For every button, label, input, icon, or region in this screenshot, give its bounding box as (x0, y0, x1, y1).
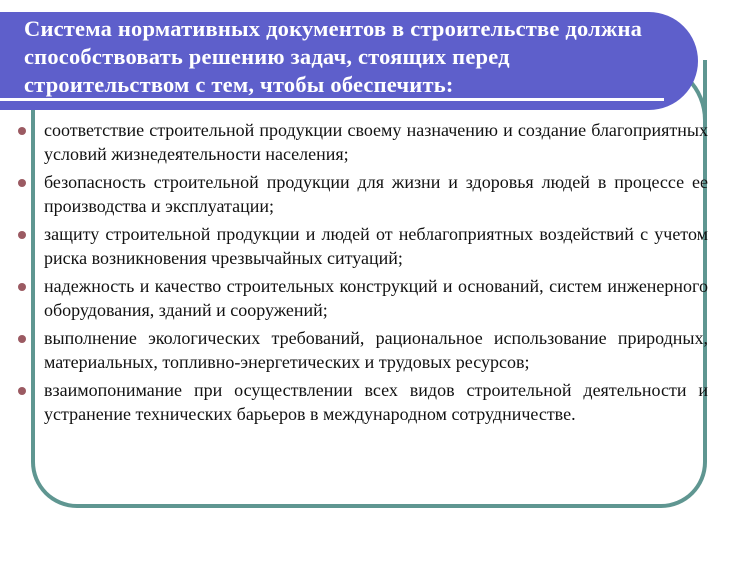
list-item-text: защиту строительной продукции и людей от неблагоприятных воздействий с учетом риска возникновения чрезвычайных ситуаций; (44, 224, 708, 268)
list-item (14, 274, 706, 322)
list-item-text: соответствие строительной продукции своему назначению и создание благоприятных условий жизнедеятельности населения; (44, 120, 708, 164)
bullet-list (14, 118, 706, 430)
bullet-icon (18, 127, 26, 135)
slide-title: Система нормативных документов в строительстве должна способствовать решению задач, стоящих перед строительством с тем, чтобы обеспечить: (24, 16, 643, 97)
list-item-text: взаимопонимание при осуществлении всех видов строительной деятельности и устранение технических барьеров в международном сотрудничестве. (44, 380, 708, 424)
list-item-text: надежность и качество строительных конструкций и оснований, систем инженерного оборудования, зданий и сооружений; (44, 276, 708, 320)
title-underline (0, 98, 664, 101)
bullet-icon (18, 335, 26, 343)
list-item (14, 222, 706, 270)
list-item-text: безопасность строительной продукции для жизни и здоровья людей в процессе ее производства и эксплуатации; (44, 172, 708, 216)
list-item-text: выполнение экологических требований, рациональное использование природных, материальных, топливно-энергетических и трудовых ресурсов; (44, 328, 708, 372)
slide-header (0, 12, 698, 110)
list-item (14, 378, 706, 426)
bullet-icon (18, 231, 26, 239)
bullet-icon (18, 283, 26, 291)
bullet-icon (18, 179, 26, 187)
bullet-icon (18, 387, 26, 395)
list-item (14, 170, 706, 218)
list-item (14, 118, 706, 166)
list-item (14, 326, 706, 374)
